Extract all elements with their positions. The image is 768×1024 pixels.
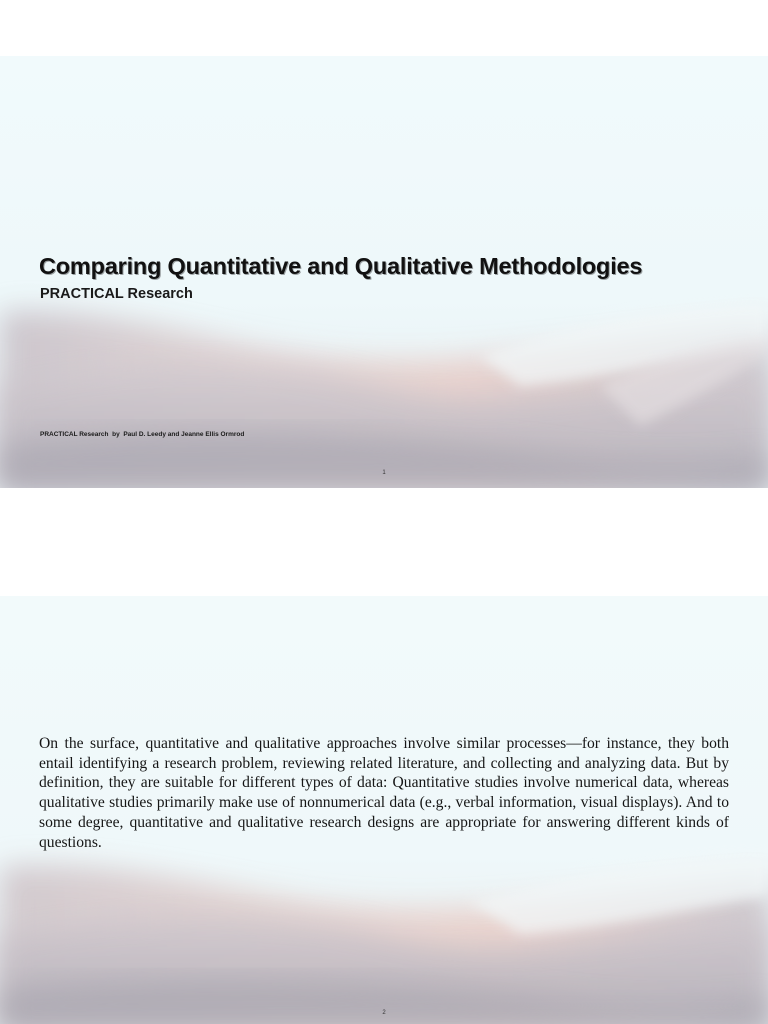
slide-title: Comparing Quantitative and Qualitative Methodologies	[39, 253, 643, 279]
slide-body-text: On the surface, quantitative and qualitative approaches involve similar processes—for instance, they both entail identifying a research problem, reviewing related literature, and collecting and analyzing data. But by definition, they are suitable for different types of data: Quantitative studies involve numerical data, whereas qualitative studies primarily make use of nonnumerical data (e.g., verbal information, visual displays). And to some degree, quantitative and qualitative research designs are appropriate for answering different kinds of questions.	[39, 735, 729, 851]
slide-number: 1	[382, 470, 386, 476]
slide-footer: PRACTICAL Research by Paul D. Leedy and Jeanne Ellis Ormrod	[40, 431, 245, 438]
slide-subtitle: PRACTICAL Research	[40, 286, 193, 302]
slide-1	[0, 56, 768, 488]
slide-2	[0, 596, 768, 1024]
slide-number: 2	[382, 1010, 386, 1016]
